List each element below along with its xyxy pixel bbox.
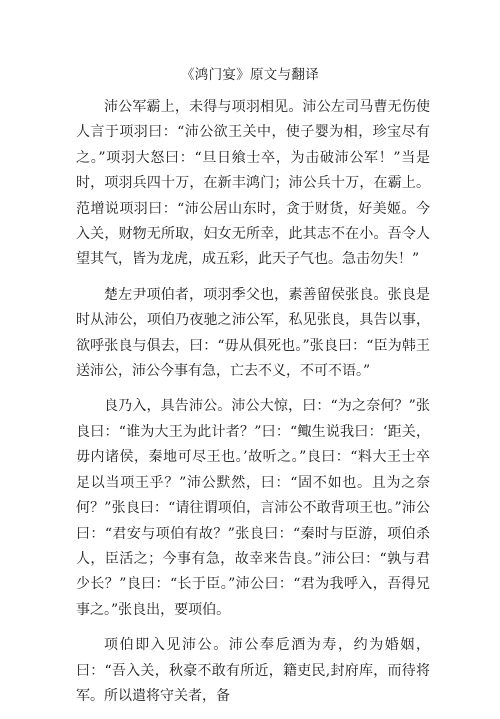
paragraph: 沛公军霸上，未得与项羽相见。沛公左司马曹无伤使人言于项羽曰：“沛公欲王关中，使子婴为相，珍宝尽有之。”项羽大怒曰：“旦日飨士卒，为击破沛公军！”当是时，项羽兵四十万，在新丰鸿门；沛公兵十万，在霸上。范增说项羽曰：“沛公居山东时，贪于财货，好美姬。今入关，财物无所取，妇女无所幸，此其志不在小。吾令人望其气，皆为龙虎，成五彩，此天子气也。急击勿失！” [76,99,430,268]
paragraph: 项伯即入见沛公。沛公奉卮酒为寿，约为婚姻，曰：“吾入关，秋豪不敢有所近，籍吏民,封府库，而待将军。所以遣将守关者，备 [76,637,430,704]
document-title: 《鸿门宴》原文与翻译 [181,67,319,83]
paragraph: 楚左尹项伯者，项羽季父也，素善留侯张良。张良是时从沛公，项伯乃夜驰之沛公军，私见张良，具告以事，欲呼张良与俱去，曰：“毋从俱死也。”张良曰：“臣为韩王送沛公，沛公今事有急，亡去不义，不可不语。” [76,286,430,380]
document-body [76,95,430,719]
paragraph: 良乃入，具告沛公。沛公大惊，曰：“为之奈何？”张良曰：“谁为大王为此计者？”曰：“鲰生说我曰：‘距关，毋内诸侯，秦地可尽王也。’故听之。”良曰：“料大王士卒足以当项王乎？”沛公默然，曰：“固不如也。且为之奈何？”张良曰：“请往谓项伯，言沛公不敢背项王也。”沛公曰：“君安与项伯有故？”张良曰：“秦时与臣游，项伯杀人，臣活之；今事有急，故幸来告良。”沛公曰：“孰与君少长？”良曰：“长于臣。”沛公曰：“君为我呼入，吾得兄事之。”张良出，要项伯。 [76,398,430,618]
